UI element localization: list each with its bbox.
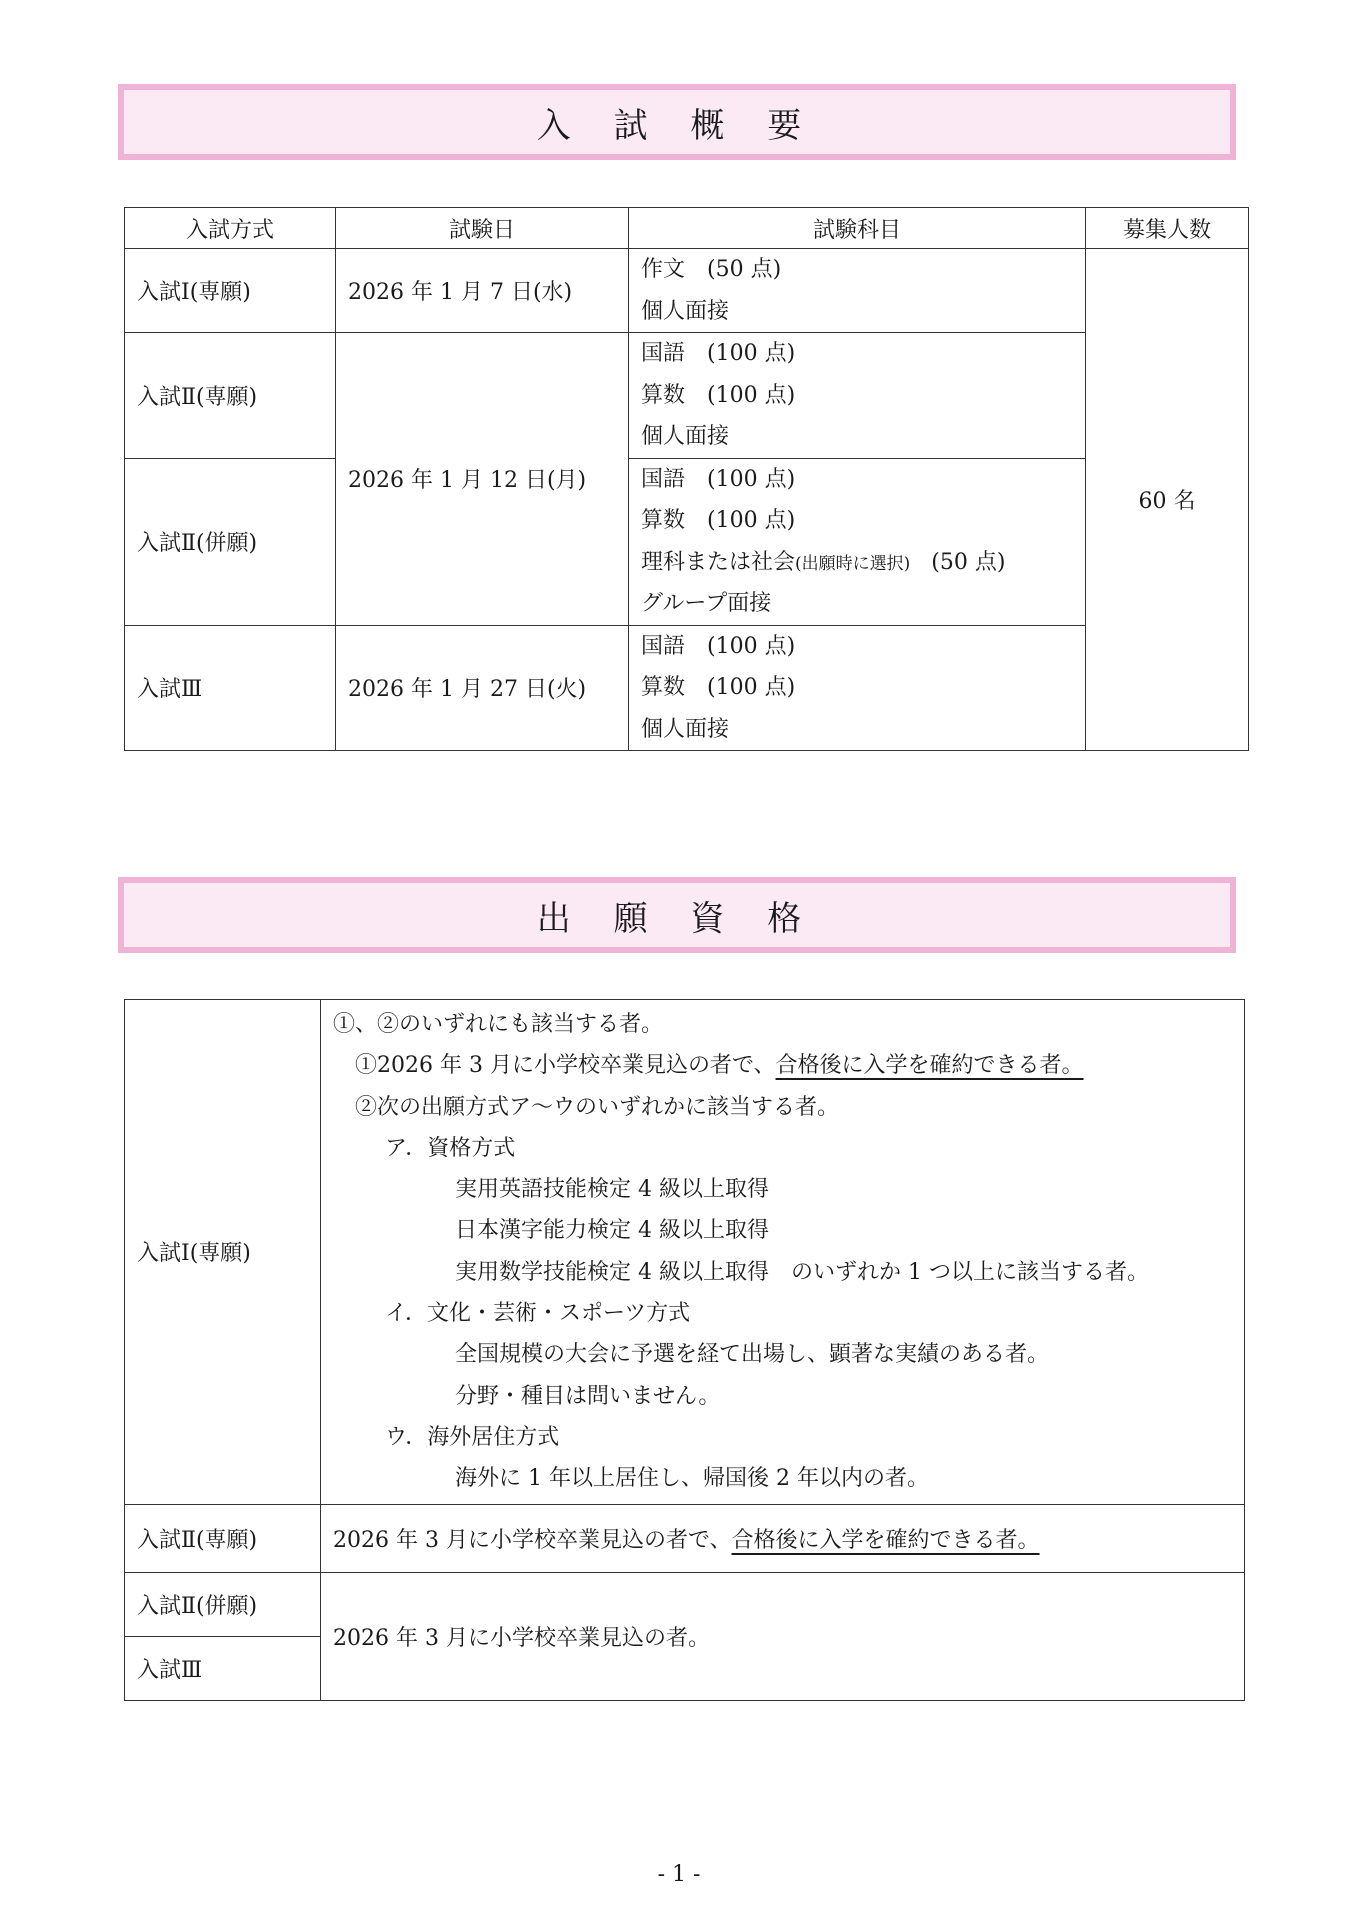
eligibility-detail-cell [321, 1504, 1245, 1572]
subject-line: 作文 (50 点) [641, 257, 782, 282]
date-cell: 2026 年 1 月 7 日(水) [336, 249, 629, 333]
eligibility-detail-cell: 2026 年 3 月に小学校卒業見込の者。 [321, 1572, 1245, 1700]
method-cell: 入試Ⅰ(専願) [125, 1000, 321, 1505]
method-b-item: 全国規模の大会に予選を経て出場し、顕著な実績のある者。 [455, 1342, 1050, 1368]
eligibility-table [124, 999, 1245, 1701]
subject-line-select [641, 542, 1073, 584]
eligibility-detail-cell [321, 1000, 1245, 1505]
table-row [125, 1572, 1245, 1636]
table-row [125, 1504, 1245, 1572]
method-cell: 入試Ⅱ(専願) [125, 333, 336, 459]
method-a-item: 日本漢字能力検定 4 級以上取得 [455, 1218, 769, 1244]
subjects-cell [629, 249, 1086, 333]
method-cell: 入試Ⅱ(併願) [125, 458, 336, 625]
date-cell: 2026 年 1 月 27 日(火) [336, 625, 629, 751]
condition-1-prefix: ①2026 年 3 月に小学校卒業見込の者で、 [355, 1053, 776, 1079]
method-cell: 入試Ⅲ [125, 625, 336, 751]
header-capacity: 募集人数 [1086, 208, 1249, 249]
header-method: 入試方式 [125, 208, 336, 249]
subject-line: グループ面接 [641, 591, 772, 616]
subject-line: 個人面接 [641, 716, 730, 742]
subject-line: 算数 (100 点) [641, 508, 796, 533]
capacity-cell: 60 名 [1086, 249, 1249, 751]
subjects-cell [629, 625, 1086, 751]
method-b-item: 分野・種目は問いません。 [455, 1383, 721, 1409]
method-a-label: ア．資格方式 [385, 1135, 516, 1161]
table-row [125, 333, 1249, 459]
subject-select-note: (出願時に選択) [795, 553, 911, 574]
method-c-label: ウ．海外居住方式 [385, 1424, 560, 1450]
subject-line: 国語 (100 点) [641, 341, 796, 366]
eligibility-intro: ①、②のいずれにも該当する者。 [333, 1012, 664, 1037]
header-date: 試験日 [336, 208, 629, 249]
condition-1-underlined: 合格後に入学を確約できる者。 [775, 1053, 1084, 1079]
subject-line: 国語 (100 点) [641, 466, 796, 492]
eligibility-title: 出 願 資 格 [536, 898, 818, 939]
eligibility-condition-2: ②次の出願方式ア～ウのいずれかに該当する者。 [355, 1094, 840, 1120]
header-subjects: 試験科目 [629, 208, 1086, 249]
subject-line: 算数 (100 点) [641, 382, 796, 408]
table-row [125, 625, 1249, 751]
method-b-label: イ．文化・芸術・スポーツ方式 [385, 1301, 691, 1327]
subjects-cell [629, 458, 1086, 625]
subject-line: 国語 (100 点) [641, 633, 796, 659]
row2-text-prefix: 2026 年 3 月に小学校卒業見込の者で、 [333, 1527, 732, 1553]
method-cell: 入試Ⅰ(専願) [125, 249, 336, 333]
table-row [125, 458, 1249, 625]
table-row [125, 1000, 1245, 1505]
method-cell: 入試Ⅱ(併願) [125, 1572, 321, 1636]
overview-title: 入 試 概 要 [536, 105, 818, 146]
table-row [125, 249, 1249, 333]
subject-line: 個人面接 [641, 298, 730, 324]
method-c-item: 海外に 1 年以上居住し、帰国後 2 年以内の者。 [455, 1466, 929, 1492]
method-cell: 入試Ⅲ [125, 1636, 321, 1700]
overview-title-banner [118, 84, 1236, 160]
subject-select-points: (50 点) [931, 549, 1006, 575]
method-a-item: 実用数学技能検定 4 級以上取得 のいずれか 1 つ以上に該当する者。 [455, 1259, 1149, 1285]
eligibility-condition-1 [333, 1045, 1232, 1086]
overview-table [124, 207, 1249, 751]
method-cell: 入試Ⅱ(専願) [125, 1504, 321, 1572]
date-cell: 2026 年 1 月 12 日(月) [336, 333, 629, 626]
subject-line: 個人面接 [641, 424, 730, 449]
subject-line: 算数 (100 点) [641, 675, 796, 700]
page-number: - 1 - [657, 1862, 701, 1887]
overview-header-row [125, 208, 1249, 249]
row2-text-underlined: 合格後に入学を確約できる者。 [731, 1527, 1040, 1553]
subject-select-prefix: 理科または社会 [641, 549, 796, 575]
method-a-item: 実用英語技能検定 4 級以上取得 [455, 1177, 769, 1203]
subjects-cell [629, 333, 1086, 459]
eligibility-title-banner [118, 877, 1236, 953]
